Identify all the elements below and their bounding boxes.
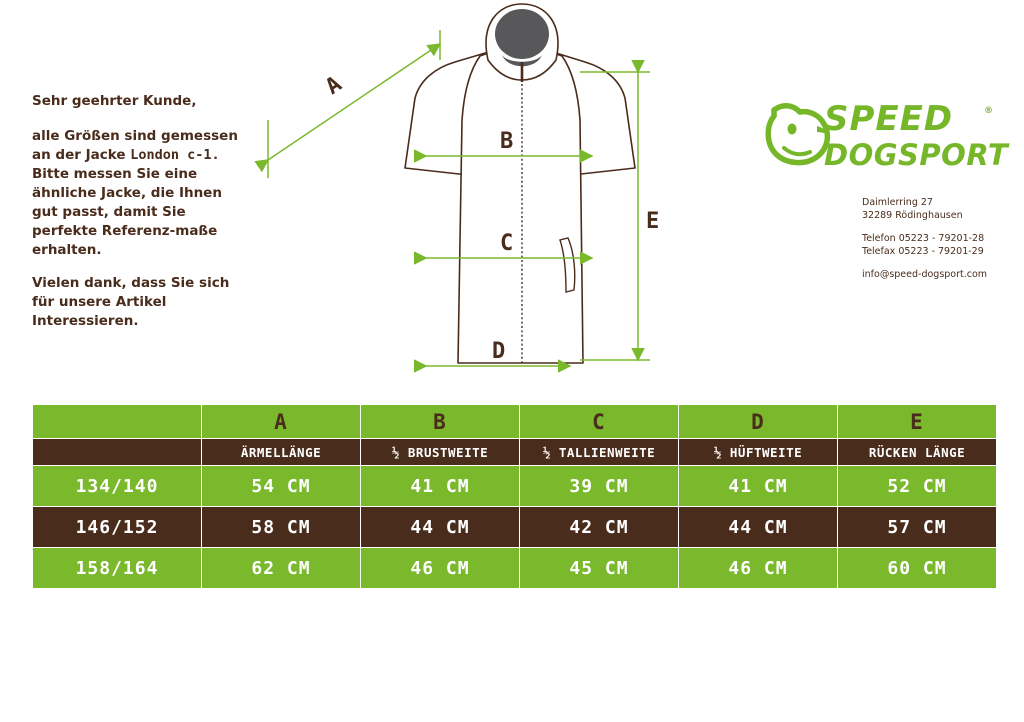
table-row <box>33 548 997 589</box>
table-cell-d: 41 CM <box>679 466 838 507</box>
diagram-label-a: A <box>321 71 347 100</box>
diagram-label-c: C <box>500 231 514 256</box>
table-cell-size: 158/164 <box>33 548 202 589</box>
table-cell-letter-0 <box>33 405 202 439</box>
table-header-waist-width: ½ TALLIENWEITE <box>520 439 679 466</box>
diagram-label-b: B <box>500 129 514 154</box>
table-cell-size: 146/152 <box>33 507 202 548</box>
table-cell-c: 45 CM <box>520 548 679 589</box>
table-cell-letter-a: A <box>202 405 361 439</box>
company-address <box>862 196 1022 281</box>
table-cell-c: 39 CM <box>520 466 679 507</box>
intro-para1-rest: Bitte messen Sie eine ähnliche Jacke, die Ihnen gut passt, damit Sie perfekte Referenz-maße erhalten. <box>32 166 222 258</box>
table-cell-e: 57 CM <box>838 507 997 548</box>
table-cell-d: 46 CM <box>679 548 838 589</box>
size-table <box>32 404 997 589</box>
jacket-model-name: London c-1. <box>130 147 220 163</box>
table-header-sleeve-length: ÄRMELLÄNGE <box>202 439 361 466</box>
table-header-0 <box>33 439 202 466</box>
table-cell-b: 44 CM <box>361 507 520 548</box>
diagram-label-e: E <box>646 209 660 234</box>
table-cell-letter-e: E <box>838 405 997 439</box>
table-header-chest-width: ½ BRUSTWEITE <box>361 439 520 466</box>
address-phone: Telefon 05223 - 79201-28 <box>862 233 985 244</box>
table-cell-b: 41 CM <box>361 466 520 507</box>
table-cell-letter-b: B <box>361 405 520 439</box>
table-cell-e: 52 CM <box>838 466 997 507</box>
address-city: 32289 Rödinghausen <box>862 210 963 221</box>
address-fax: Telefax 05223 - 79201-29 <box>862 246 984 257</box>
brand-logo <box>762 96 1009 181</box>
table-cell-a: 62 CM <box>202 548 361 589</box>
brand-name-line1: SPEED <box>824 99 954 139</box>
intro-paragraph-1 <box>32 127 247 260</box>
intro-paragraph-2: Vielen dank, dass Sie sich für unsere Artikel Interessieren. <box>32 275 230 329</box>
registered-mark: ® <box>984 106 993 116</box>
table-cell-c: 42 CM <box>520 507 679 548</box>
table-row <box>33 466 997 507</box>
intro-text-block <box>32 92 247 347</box>
jacket-measurement-diagram <box>240 0 710 390</box>
brand-name <box>824 99 1009 172</box>
intro-greeting: Sehr geehrter Kunde, <box>32 93 197 109</box>
table-cell-b: 46 CM <box>361 548 520 589</box>
table-header-back-length: RÜCKEN LÄNGE <box>838 439 997 466</box>
diagram-label-d: D <box>492 339 506 364</box>
brand-name-line2: DOGSPORT <box>824 138 1009 172</box>
address-street: Daimlerring 27 <box>862 197 933 208</box>
table-cell-size: 134/140 <box>33 466 202 507</box>
table-row <box>33 507 997 548</box>
table-cell-letter-d: D <box>679 405 838 439</box>
intro-para1-prefix: alle Größen sind gemessen an der Jacke <box>32 128 238 163</box>
table-header-hip-width: ½ HÜFTWEITE <box>679 439 838 466</box>
table-row-letters <box>33 405 997 439</box>
address-email: info@speed-dogsport.com <box>862 269 988 280</box>
table-cell-a: 58 CM <box>202 507 361 548</box>
table-row-headers <box>33 439 997 466</box>
table-cell-d: 44 CM <box>679 507 838 548</box>
table-cell-e: 60 CM <box>838 548 997 589</box>
table-cell-a: 54 CM <box>202 466 361 507</box>
table-cell-letter-c: C <box>520 405 679 439</box>
